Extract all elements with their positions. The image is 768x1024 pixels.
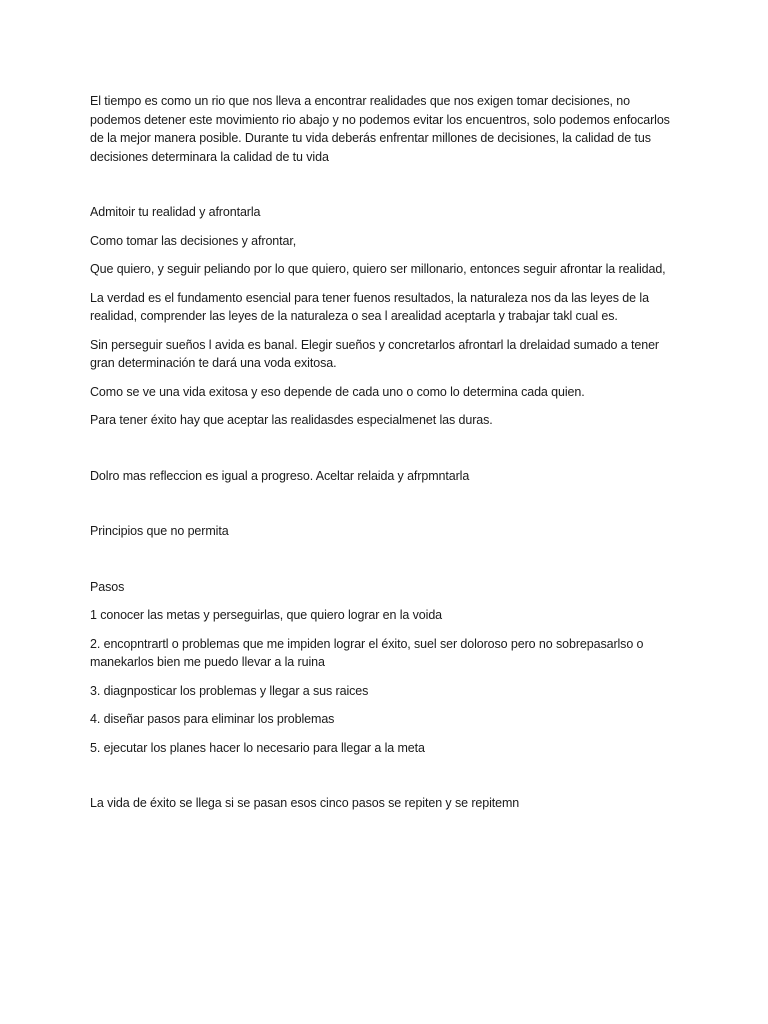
paragraph-truth: La verdad es el fundamento esencial para tener fuenos resultados, la naturaleza nos da las leyes de la realidad, comprender las leyes de la naturaleza o sea l arealidad aceptarla y trabajar takl cual es.: [90, 290, 649, 323]
step-2: 2. encopntrartl o problemas que me impiden lograr el éxito, suel ser doloroso pero no sobrepasarlso o manekarlos bien me puedo llevar a la ruina: [90, 636, 644, 669]
paragraph-principles: Principios que no permita: [90, 524, 229, 538]
paragraph-what-i-want: Que quiero, y seguir peliando por lo que quiero, quiero ser millonario, entonces seguir afrontar la realidad,: [90, 262, 666, 276]
intro-paragraph: El tiempo es como un rio que nos lleva a encontrar realidades que nos exigen tomar decisiones, no podemos detener este movimiento rio abajo y no podemos evitar los encuentros, solo podemos enfocarlos de la mejor manera posible. Durante tu vida deberás enfrentar millones de decisiones, la calidad de tus decisiones determinara la calidad de tu vida: [90, 94, 670, 164]
paragraph-dreams: Sin perseguir sueños l avida es banal. Elegir sueños y concretarlos afrontarl la drelaidad sumado a tener gran determinación te dará una voda exitosa.: [90, 337, 659, 370]
step-4: 4. diseñar pasos para eliminar los problemas: [90, 712, 335, 726]
paragraph-accept-reality: Para tener éxito hay que aceptar las realidasdes especialmenet las duras.: [90, 413, 493, 427]
step-5: 5. ejecutar los planes hacer lo necesario para llegar a la meta: [90, 740, 425, 755]
paragraph-pain-reflection: Dolro mas refleccion es igual a progreso. Aceltar relaida y afrpmntarla: [90, 468, 470, 483]
document-body: [90, 92, 680, 813]
paragraph-how-to-decide: Como tomar las decisiones y afrontar,: [90, 233, 297, 248]
paragraph-conclusion: La vida de éxito se llega si se pasan esos cinco pasos se repiten y se repitemn: [90, 796, 520, 810]
paragraph-admit-reality: Admitoir tu realidad y afrontarla: [90, 205, 261, 219]
step-3: 3. diagnposticar los problemas y llegar a sus raices: [90, 683, 369, 698]
steps-heading: Pasos: [90, 579, 125, 594]
paragraph-successful-life: Como se ve una vida exitosa y eso depende de cada uno o como lo determina cada quien.: [90, 384, 585, 399]
step-1: 1 conocer las metas y perseguirlas, que quiero lograr en la voida: [90, 608, 443, 622]
